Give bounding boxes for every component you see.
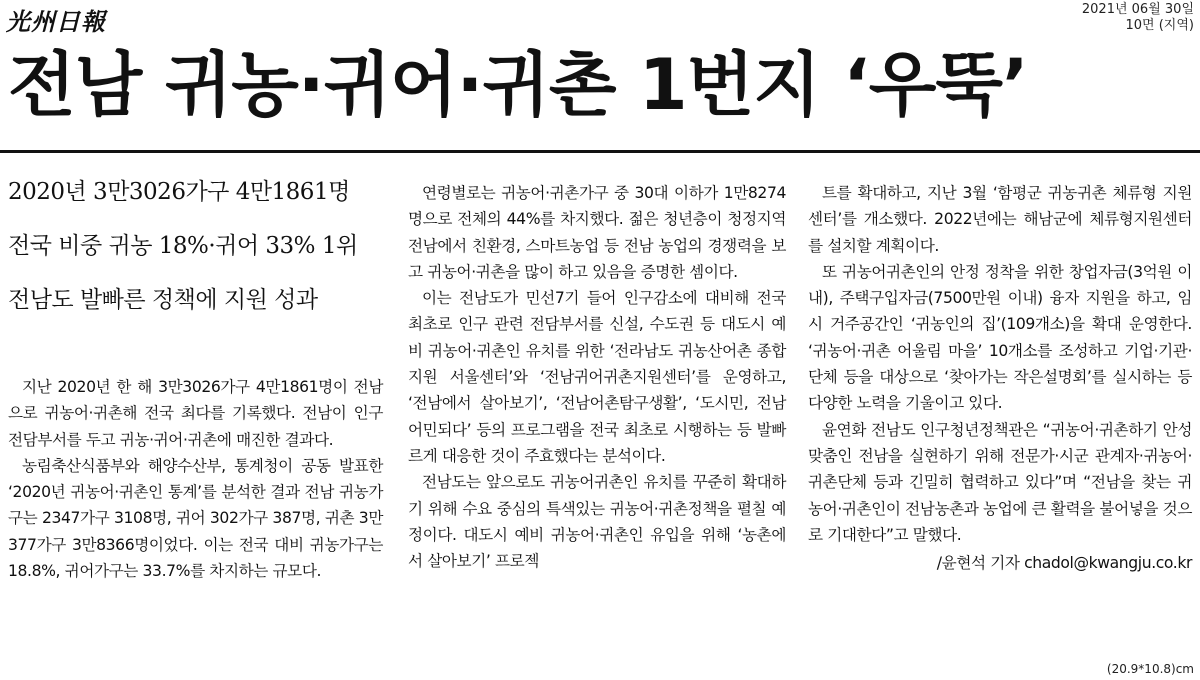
headline: 전남 귀농·귀어·귀촌 1번지 ‘우뚝’ <box>8 44 1028 126</box>
headline-rule <box>0 150 1200 153</box>
article-paragraph: 농림축산식품부와 해양수산부, 통계청이 공동 발표한 ‘2020년 귀농어·귀촌인 통계’를 분석한 결과 전남 귀농가구는 2347가구 3108명, 귀어 302가구 387명, 귀촌 3만377가구 3만8366명이었다. 이는 전국 대비 귀농가구는 18.8%, 귀어가구는 33.7%를 차지하는 규모다. <box>8 456 383 581</box>
byline: /윤현석 기자 chadol@kwangju.co.kr <box>936 554 1192 573</box>
publication-date: 2021년 06월 30일 <box>1081 2 1194 17</box>
page-section: 10면 (지역) <box>1125 18 1194 33</box>
subheadlines <box>8 178 388 340</box>
dateline <box>1082 2 1194 34</box>
subheadline: 전남도 발빠른 정책에 지원 성과 <box>8 287 318 313</box>
article-column-2 <box>408 180 786 574</box>
article-paragraph: 윤연화 전남도 인구청년정책관은 “귀농어·귀촌하기 안성맞춤인 전남을 실현하기 위해 전문가·시군 관계자·귀농어·귀촌단체 등과 긴밀히 협력하고 있다”며 “전남을 찾는 귀농어·귀촌인이 전남농촌과 농업에 큰 활력을 불어넣을 것으로 기대한다”고 말했다. <box>808 420 1192 544</box>
article-paragraph: 또 귀농어귀촌인의 안정 정착을 위한 창업자금(3억원 이내), 주택구입자금(7500만원 이내) 융자 지원을 하고, 임시 거주공간인 ‘귀농인의 집’(109개소)을 확대 운영한다. ‘귀농어·귀촌 어울림 마을’ 10개소를 조성하고 기업·기관·단체 등을 대상으로 ‘찾아가는 작은설명회’를 실시하는 등 다양한 노력을 기울이고 있다. <box>808 262 1192 413</box>
article-paragraph: 연령별로는 귀농어·귀촌가구 중 30대 이하가 1만8274명으로 전체의 44%를 차지했다. 젊은 청년층이 청정지역 전남에서 친환경, 스마트농업 등 전남 농업의 경쟁력을 보고 귀농어·귀촌을 많이 하고 있음을 증명한 셈이다. <box>408 184 786 281</box>
article-paragraph: 트를 확대하고, 지난 3월 ‘함평군 귀농귀촌 체류형 지원센터’를 개소했다. 2022년에는 해남군에 체류형지원센터를 설치할 계획이다. <box>808 184 1192 255</box>
article-column-3 <box>808 180 1192 576</box>
subheadline: 2020년 3만3026가구 4만1861명 <box>8 179 350 205</box>
article-column-1 <box>8 374 383 584</box>
article-paragraph: 지난 2020년 한 해 3만3026가구 4만1861명이 전남으로 귀농어·귀촌해 전국 최다를 기록했다. 전남이 인구 전담부서를 두고 귀농·귀어·귀촌에 매진한 결과다. <box>8 378 383 449</box>
article-paragraph: 전남도는 앞으로도 귀농어귀촌인 유치를 꾸준히 확대하기 위해 수요 중심의 특색있는 귀농어·귀촌정책을 펼칠 예정이다. 대도시 예비 귀농어·귀촌인 유입을 위해 ‘농촌에서 살아보기’ 프로젝 <box>408 473 786 571</box>
newspaper-masthead: 光州日報 <box>6 7 106 36</box>
article-paragraph: 이는 전남도가 민선7기 들어 인구감소에 대비해 전국 최초로 인구 관련 전담부서를 신설, 수도권 등 대도시 예비 귀농어·귀촌인 유치를 위한 ‘전라남도 귀농산어촌 종합지원 서울센터’와 ‘전남귀어귀촌지원센터’를 운영하고, ‘전남에서 살아보기’, ‘전남어촌탐구생활’, ‘도시민, 전남 어민되다’ 등의 프로그램을 전국 최초로 시행하는 등 발빠르게 대응한 것이 주효했다는 분석이다. <box>408 289 786 465</box>
clipping-size-note: (20.9*10.8)cm <box>1106 662 1194 676</box>
subheadline: 전국 비중 귀농 18%·귀어 33% 1위 <box>8 233 358 259</box>
